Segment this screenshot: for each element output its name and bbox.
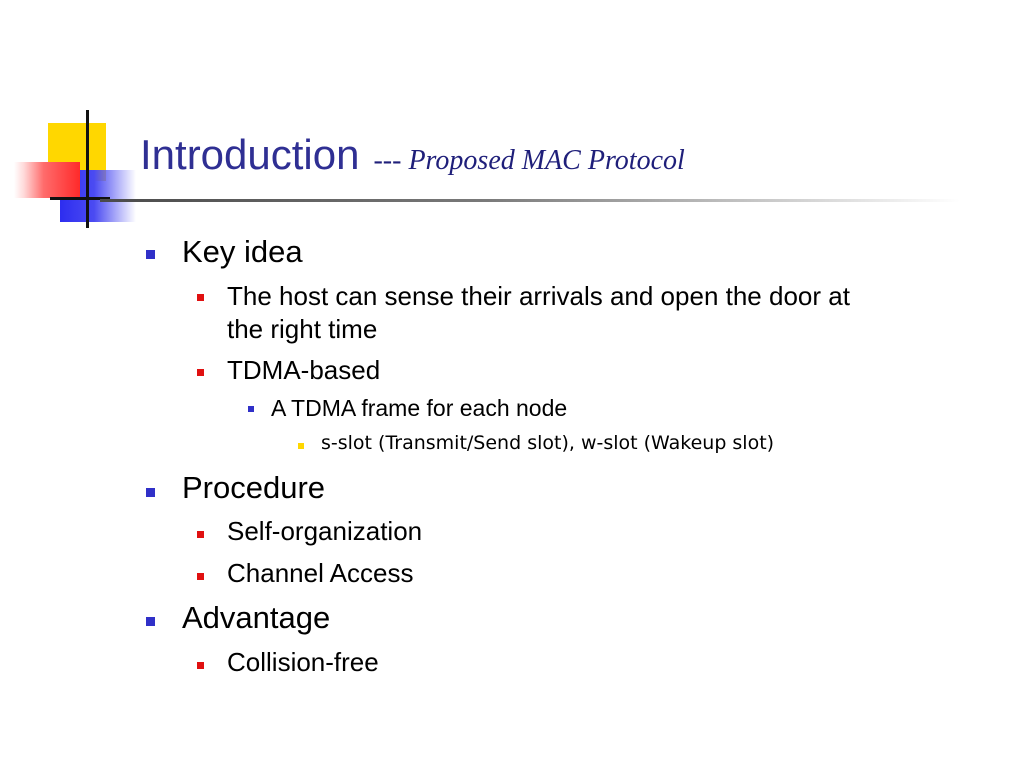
- bullet-text: TDMA-based: [227, 355, 381, 385]
- level2-bullet-marker: [197, 369, 204, 376]
- bullet-text: s-slot (Transmit/Send slot), w-slot (Wakeup slot): [321, 432, 775, 454]
- level2-bullet-marker: [197, 531, 204, 538]
- bullet-text-line2: the right time: [227, 314, 378, 344]
- bullet-text: Self-organization: [227, 516, 423, 546]
- bullet-text: Key idea: [182, 234, 303, 269]
- level2-bullet-marker: [197, 662, 204, 669]
- bullet-text: Advantage: [182, 600, 331, 635]
- level2-bullet-marker: [197, 573, 204, 580]
- level4-bullet-marker: [298, 443, 304, 449]
- level1-bullet-marker: [146, 488, 155, 497]
- title-main: Introduction: [140, 131, 360, 178]
- level2-bullet-marker: [197, 294, 204, 301]
- bullet-text: Collision-free: [227, 647, 379, 677]
- level3-bullet-marker: [248, 406, 254, 412]
- level1-bullet-marker: [146, 617, 155, 626]
- bullet-text: A TDMA frame for each node: [271, 395, 568, 421]
- bullet-text-line1: The host can sense their arrivals and open the door at: [227, 281, 850, 311]
- bullet-text: Procedure: [182, 470, 326, 505]
- title-subtitle: --- Proposed MAC Protocol: [373, 145, 685, 176]
- level1-bullet-marker: [146, 250, 155, 259]
- bullet-text: Channel Access: [227, 558, 414, 588]
